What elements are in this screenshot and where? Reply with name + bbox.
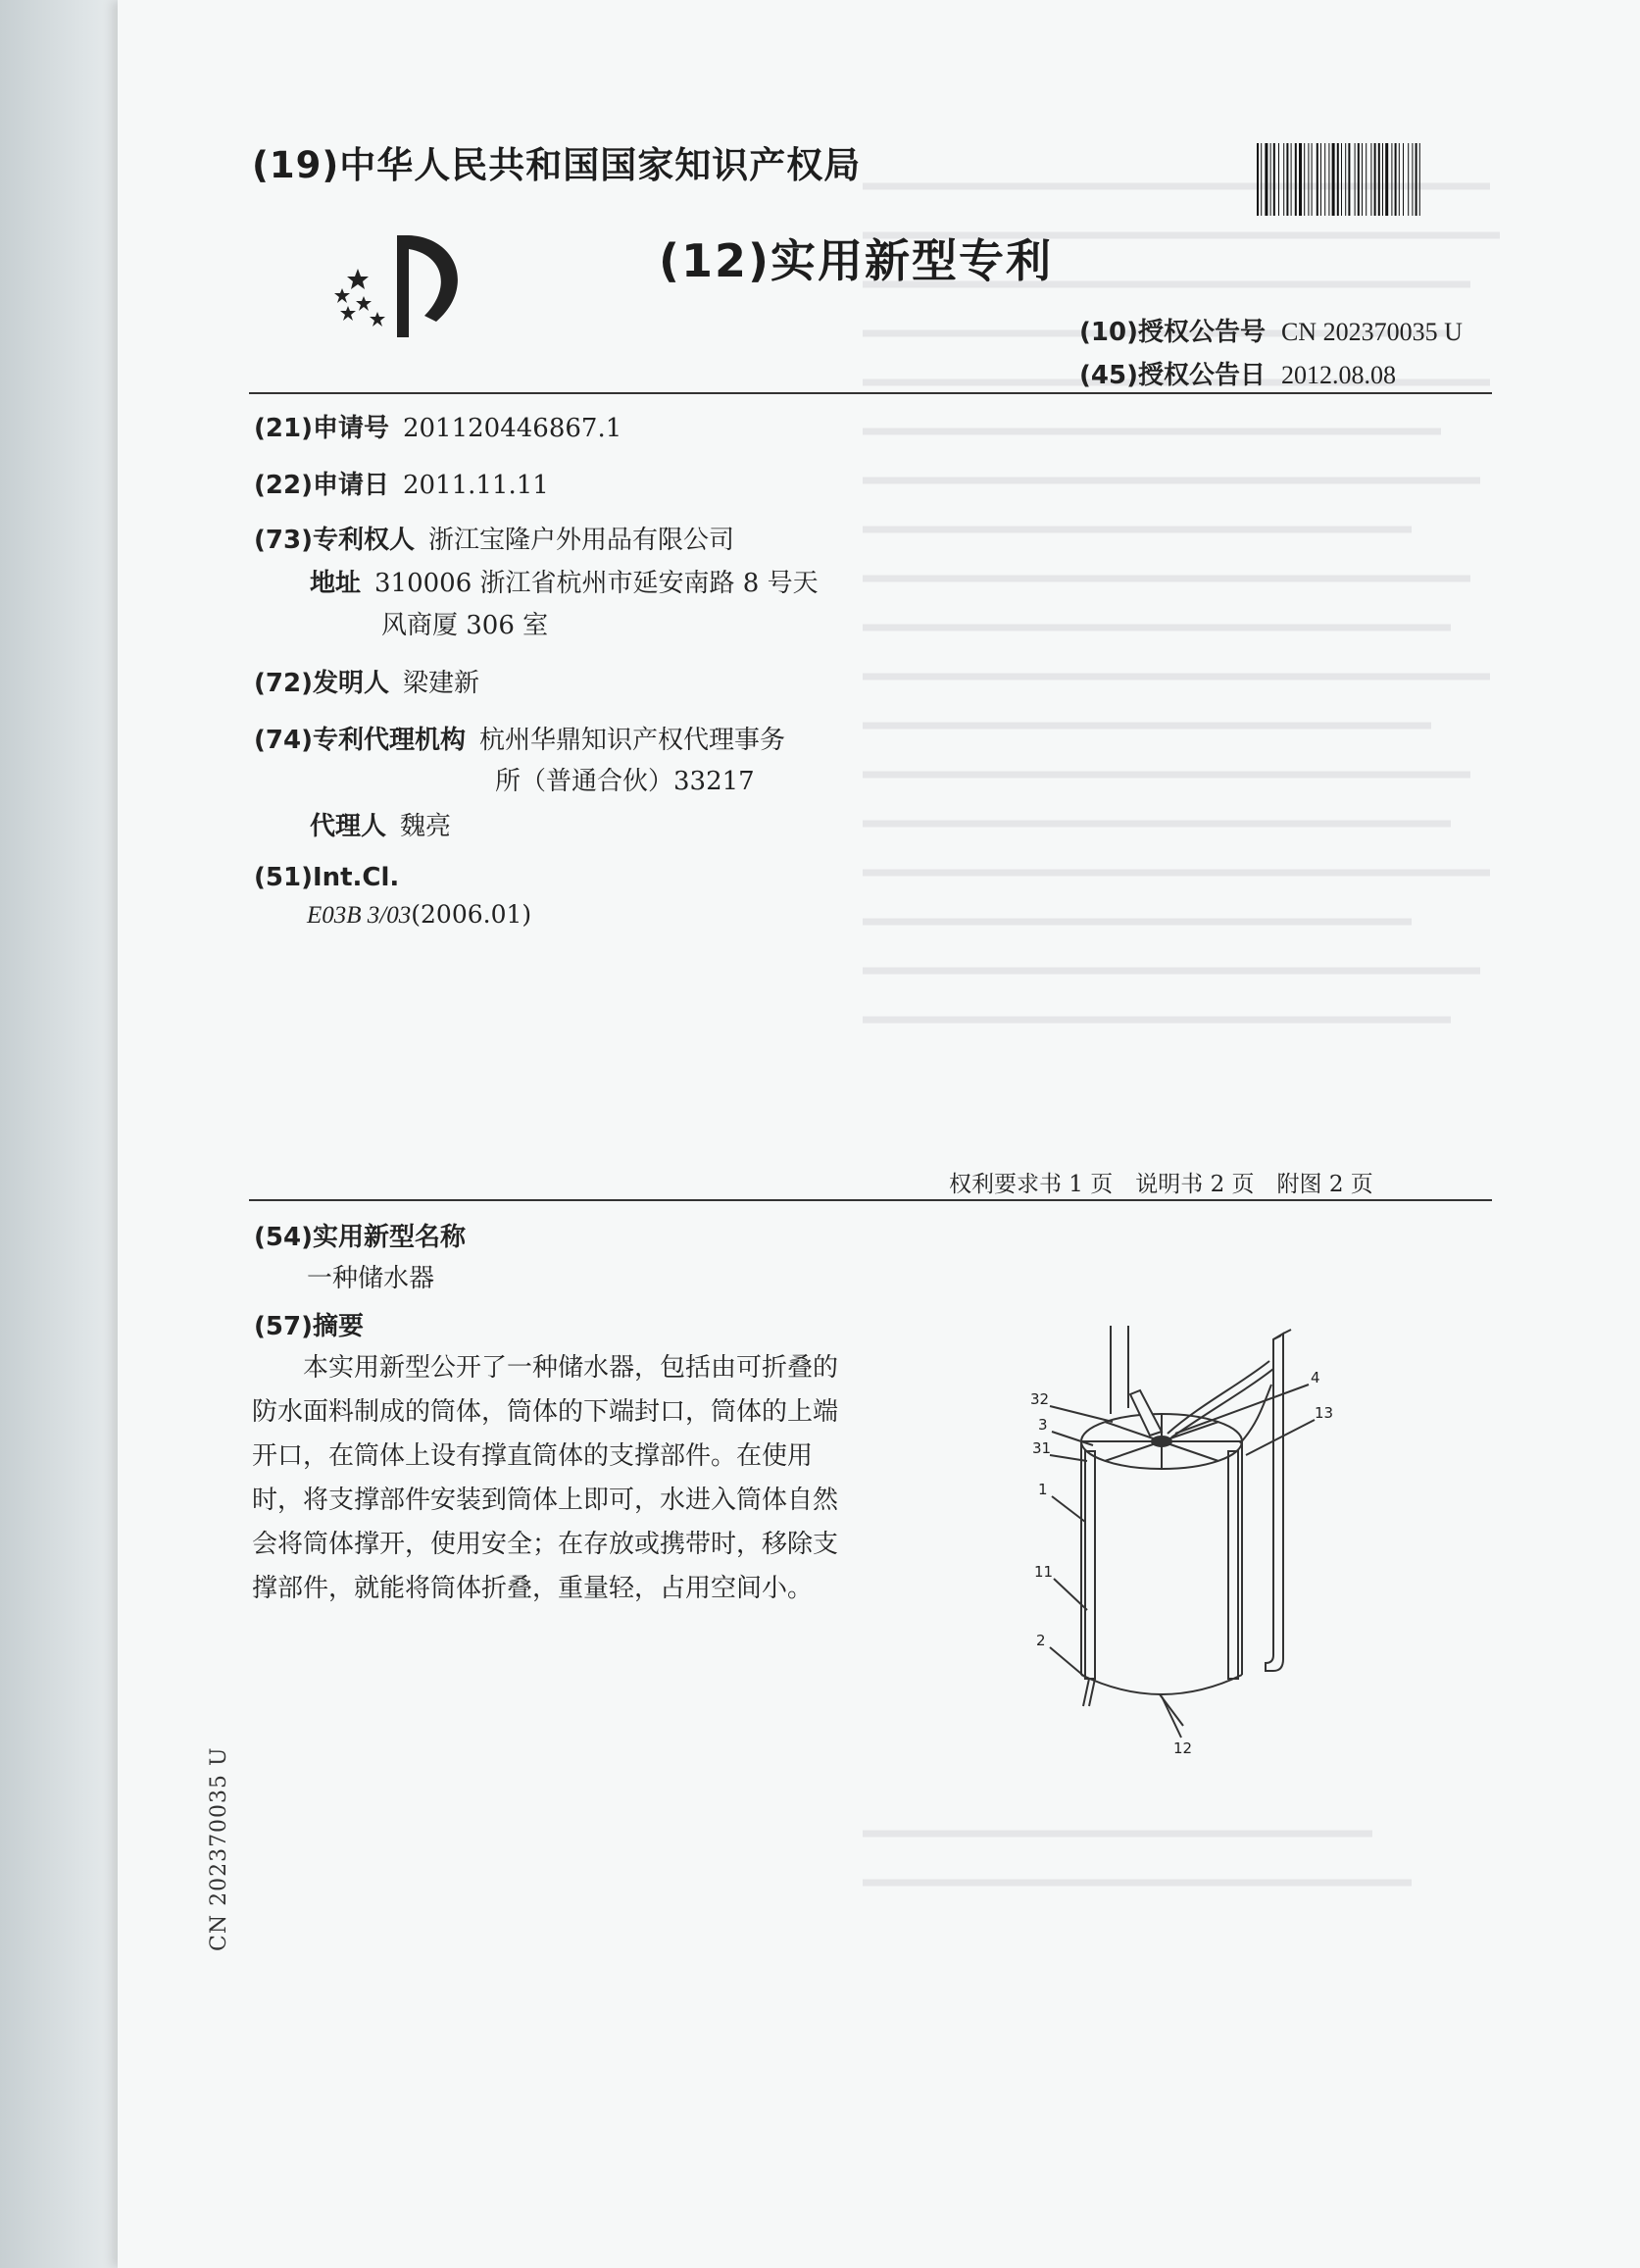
figure-label-13: 13 (1315, 1404, 1334, 1422)
patentee-label: (73)专利权人 (254, 526, 415, 555)
address-line-2: 风商厦 306 室 (381, 611, 549, 640)
address-line-1: 310006 浙江省杭州市延安南路 8 号天 (374, 569, 819, 598)
address-label: 地址 (310, 569, 362, 598)
agency-label: (74)专利代理机构 (254, 726, 466, 755)
agency-line-1: 杭州华鼎知识产权代理事务 (478, 726, 785, 755)
application-date-row (254, 465, 549, 501)
inventor-row (254, 663, 479, 699)
water-container-drawing (1015, 1326, 1367, 1757)
patentee-row (254, 520, 734, 556)
agency-line-2: 所（普通合伙）33217 (495, 767, 755, 796)
abstract-label: (57)摘要 (254, 1312, 364, 1341)
agency-row (254, 720, 785, 756)
figure-label-12: 12 (1173, 1739, 1193, 1757)
ipc-label-row (254, 863, 399, 892)
issuing-office: (19)中华人民共和国国家知识产权局 (252, 144, 862, 186)
figure-label-3: 3 (1038, 1416, 1048, 1434)
figure-label-1: 1 (1038, 1481, 1048, 1498)
sipo-logo-icon (328, 227, 475, 345)
side-publication-number: CN 202370035 U (207, 1746, 231, 1951)
ipc-code: E03B 3/03 (307, 902, 412, 929)
publication-date-label: (45)授权公告日 (1079, 361, 1266, 390)
inventor: 梁建新 (402, 669, 479, 698)
agent-row (310, 806, 451, 842)
barcode (1255, 143, 1496, 216)
publication-date-row (1079, 355, 1396, 391)
application-number-label: (21)申请号 (254, 414, 389, 443)
ipc-classification (307, 900, 531, 930)
application-number-row (254, 408, 621, 444)
publication-date: 2012.08.08 (1280, 361, 1396, 389)
application-date: 2011.11.11 (402, 471, 549, 500)
ipc-label: (51)Int.Cl. (254, 863, 400, 892)
utility-model-title: 一种储水器 (307, 1264, 435, 1293)
address-row (310, 563, 819, 599)
top-divider (249, 392, 1492, 394)
application-number: 201120446867.1 (402, 414, 622, 443)
patentee: 浙江宝隆户外用品有限公司 (427, 526, 734, 555)
ipc-version: (2006.01) (411, 900, 532, 929)
page-counts: 权利要求书 1 页 说明书 2 页 附图 2 页 (949, 1172, 1373, 1197)
figure-label-32: 32 (1030, 1390, 1050, 1408)
figure-label-4: 4 (1311, 1369, 1320, 1386)
publication-number-label: (10)授权公告号 (1079, 318, 1266, 347)
document-type: (12)实用新型专利 (659, 234, 1054, 287)
abstract-text: 本实用新型公开了一种储水器，包括由可折叠的防水面料制成的筒体，筒体的下端封口，筒体的上端开口，在筒体上设有撑直筒体的支撑部件。在使用时，将支撑部件安装到筒体上即可，水进入筒体自然会将筒体撑开，使用安全；在存放或携带时，移除支撑部件，就能将筒体折叠，重量轻，占用空间小。 (252, 1353, 839, 1603)
middle-divider (249, 1199, 1492, 1201)
inventor-label: (72)发明人 (254, 669, 389, 698)
agent: 魏亮 (400, 812, 452, 841)
publication-number-row (1079, 312, 1463, 348)
figure-label-2: 2 (1036, 1632, 1046, 1649)
agent-label: 代理人 (310, 812, 387, 841)
figure-label-31: 31 (1032, 1439, 1052, 1457)
figure-label-11: 11 (1034, 1563, 1054, 1581)
application-date-label: (22)申请日 (254, 471, 389, 500)
utility-model-title-label: (54)实用新型名称 (254, 1223, 466, 1252)
publication-number: CN 202370035 U (1280, 318, 1463, 346)
